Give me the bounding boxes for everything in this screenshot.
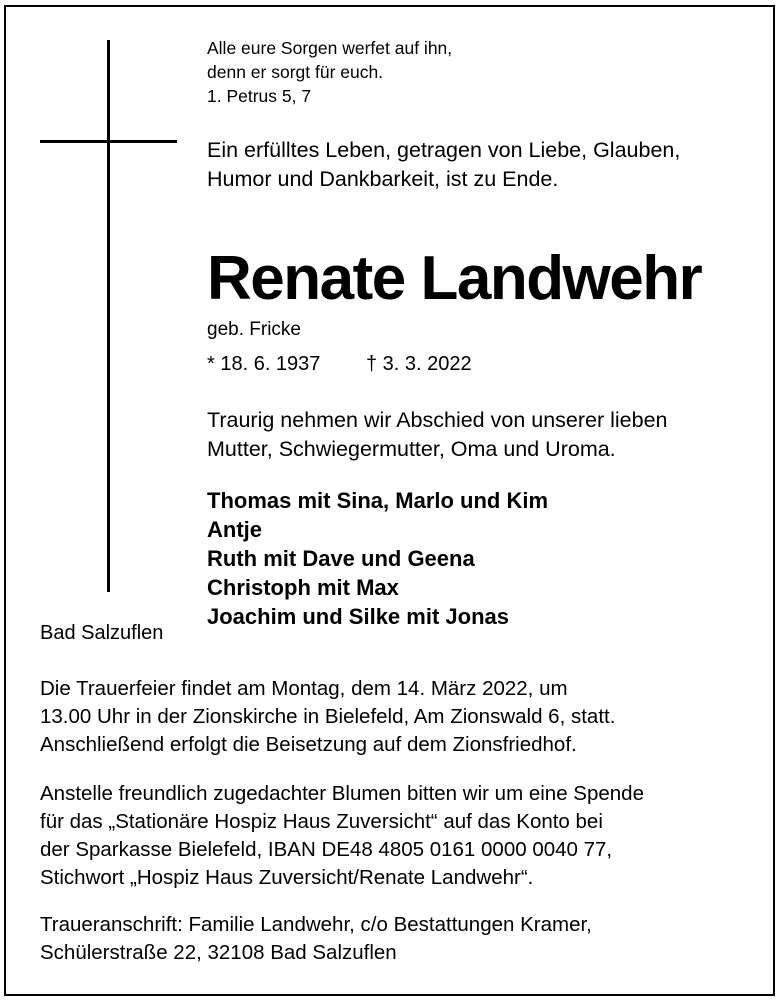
funeral-line: Die Trauerfeier findet am Montag, dem 14. März 2022, um — [40, 677, 568, 700]
funeral-line: Anschließend erfolgt die Beisetzung auf dem Zionsfriedhof. — [40, 733, 577, 756]
address-line: Traueranschrift: Familie Landwehr, c/o Bestattungen Kramer, — [40, 913, 592, 936]
family-member: Ruth mit Dave und Geena — [207, 546, 475, 571]
deceased-name: Renate Landwehr — [207, 244, 702, 313]
family-member: Thomas mit Sina, Marlo und Kim — [207, 488, 549, 513]
death-date: † 3. 3. 2022 — [366, 353, 472, 375]
funeral-info — [40, 675, 752, 759]
intro-text — [207, 136, 752, 194]
maiden-name: geb. Fricke — [207, 319, 301, 340]
intro-line: Humor und Dankbarkeit, ist zu Ende. — [207, 167, 559, 191]
verse-line: denn er sorgt für euch. — [207, 62, 384, 82]
birth-date: * 18. 6. 1937 — [207, 353, 321, 375]
verse-reference: 1. Petrus 5, 7 — [207, 86, 312, 106]
mourning-text — [207, 406, 752, 464]
cross-icon-vertical — [107, 40, 110, 592]
intro-line: Ein erfülltes Leben, getragen von Liebe, Glauben, — [207, 138, 681, 162]
donation-line: Stichwort „Hospiz Haus Zuversicht/Renate Landwehr“. — [40, 866, 534, 889]
family-member: Antje — [207, 517, 262, 542]
obituary-main-column — [207, 36, 752, 629]
mourning-address — [40, 911, 752, 967]
bible-verse — [207, 36, 752, 108]
donation-line: für das „Stationäre Hospiz Haus Zuversicht“ auf das Konto bei — [40, 810, 603, 833]
place: Bad Salzuflen — [40, 622, 164, 644]
donation-info — [40, 780, 752, 892]
cross-icon-horizontal — [40, 140, 177, 143]
donation-line: Anstelle freundlich zugedachter Blumen bitten wir um eine Spende — [40, 782, 644, 805]
life-dates — [207, 353, 472, 376]
family-member: Joachim und Silke mit Jonas — [207, 604, 509, 629]
mourning-line: Traurig nehmen wir Abschied von unserer lieben — [207, 408, 668, 432]
family-list — [207, 486, 548, 631]
verse-line: Alle eure Sorgen werfet auf ihn, — [207, 38, 453, 58]
address-line: Schülerstraße 22, 32108 Bad Salzuflen — [40, 941, 397, 964]
funeral-line: 13.00 Uhr in der Zionskirche in Bielefeld, Am Zionswald 6, statt. — [40, 705, 616, 728]
donation-line: der Sparkasse Bielefeld, IBAN DE48 4805 0161 0000 0040 77, — [40, 838, 613, 861]
mourning-line: Mutter, Schwiegermutter, Oma und Uroma. — [207, 437, 616, 461]
family-member: Christoph mit Max — [207, 575, 399, 600]
